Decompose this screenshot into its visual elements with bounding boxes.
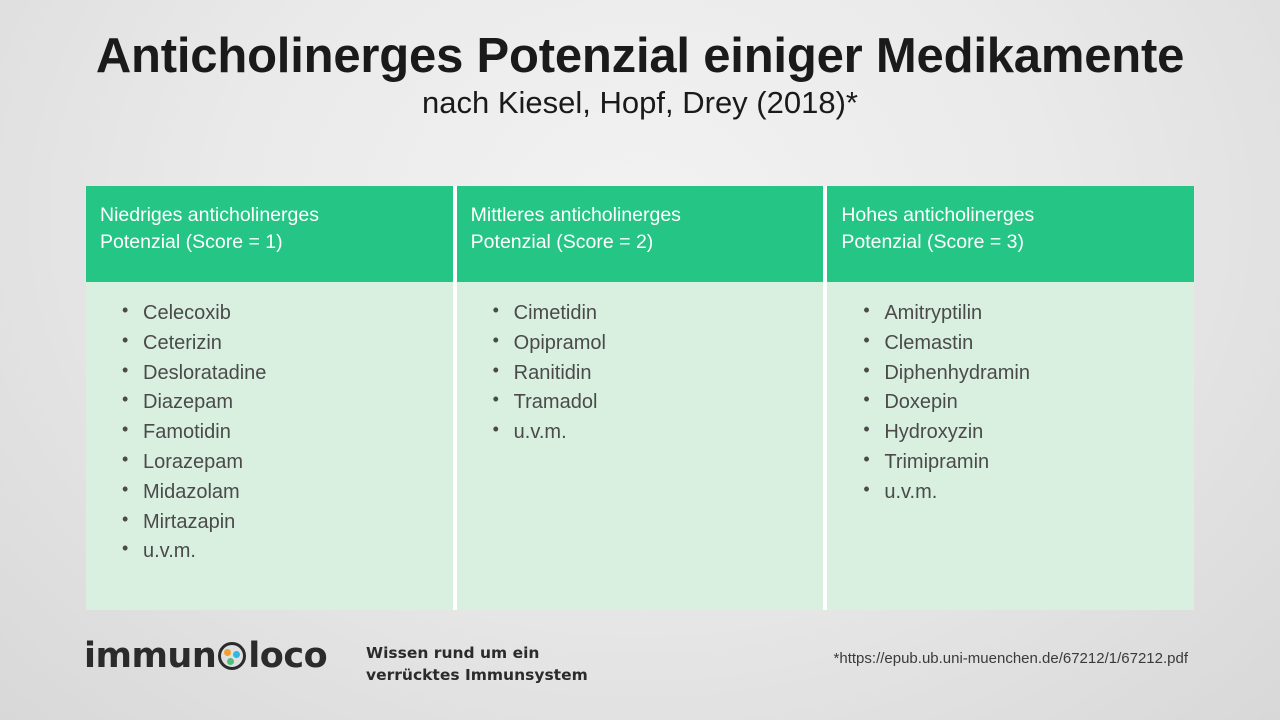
list-item: • Doxepin (841, 388, 1180, 417)
list-item: • u.v.m. (100, 537, 439, 566)
title-main: Anticholinerges Potenzial einiger Medikamente (95, 29, 1185, 83)
logo-text-right: loco (248, 636, 328, 676)
column-header-high-line2: Potenzial (Score = 3) (841, 230, 1024, 253)
list-item: • Lorazepam (100, 448, 439, 477)
medication-list-medium (471, 299, 810, 447)
list-item: • Desloratadine (100, 359, 439, 388)
medication-list-high (841, 299, 1180, 507)
column-body-high (827, 282, 1194, 610)
list-item: • Mirtazapin (100, 508, 439, 537)
page-title (0, 28, 1280, 121)
column-header-high (827, 186, 1194, 282)
column-header-medium-line2: Potenzial (Score = 2) (470, 230, 654, 253)
list-item: • Midazolam (100, 478, 439, 507)
tagline (366, 642, 588, 687)
list-item: • Ranitidin (471, 359, 810, 388)
table-column-medium (457, 186, 824, 610)
footer (0, 620, 1280, 720)
list-item: • Trimipramin (841, 448, 1180, 477)
column-body-low (86, 282, 453, 610)
tagline-line2: verrücktes Immunsystem (366, 666, 588, 685)
column-header-low-line1: Niedriges anticholinerges (100, 204, 319, 226)
list-item: • Amitryptilin (841, 299, 1180, 328)
medication-table (86, 186, 1194, 610)
list-item: • Celecoxib (100, 299, 439, 328)
title-subtitle: nach Kiesel, Hopf, Drey (2018)* (422, 84, 858, 120)
table-column-low (86, 186, 453, 610)
column-header-medium-line1: Mittleres anticholinerges (470, 204, 681, 226)
column-header-high-line1: Hohes anticholinerges (841, 204, 1035, 226)
list-item: • Diazepam (100, 388, 439, 417)
list-item: • Cimetidin (471, 299, 810, 328)
column-header-low-line2: Potenzial (Score = 1) (100, 230, 283, 253)
column-header-low (86, 186, 453, 282)
list-item: • Opipramol (471, 329, 810, 358)
list-item: • Tramadol (471, 388, 810, 417)
list-item: • Hydroxyzin (841, 418, 1180, 447)
list-item: • Ceterizin (100, 329, 439, 358)
medication-list-low (100, 299, 439, 566)
logo-circle-icon (217, 641, 247, 671)
column-body-medium (457, 282, 824, 610)
table-column-high (827, 186, 1194, 610)
column-header-medium (457, 186, 824, 282)
source-link[interactable]: *https://epub.ub.uni-muenchen.de/67212/1/67212.pdf (833, 650, 1188, 667)
list-item: • u.v.m. (841, 478, 1180, 507)
list-item: • Diphenhydramin (841, 359, 1180, 388)
tagline-line1: Wissen rund um ein (366, 644, 540, 662)
logo-text-left: immun (84, 636, 217, 676)
logo (84, 636, 327, 676)
list-item: • Clemastin (841, 329, 1180, 358)
list-item: • Famotidin (100, 418, 439, 447)
list-item: • u.v.m. (471, 418, 810, 447)
